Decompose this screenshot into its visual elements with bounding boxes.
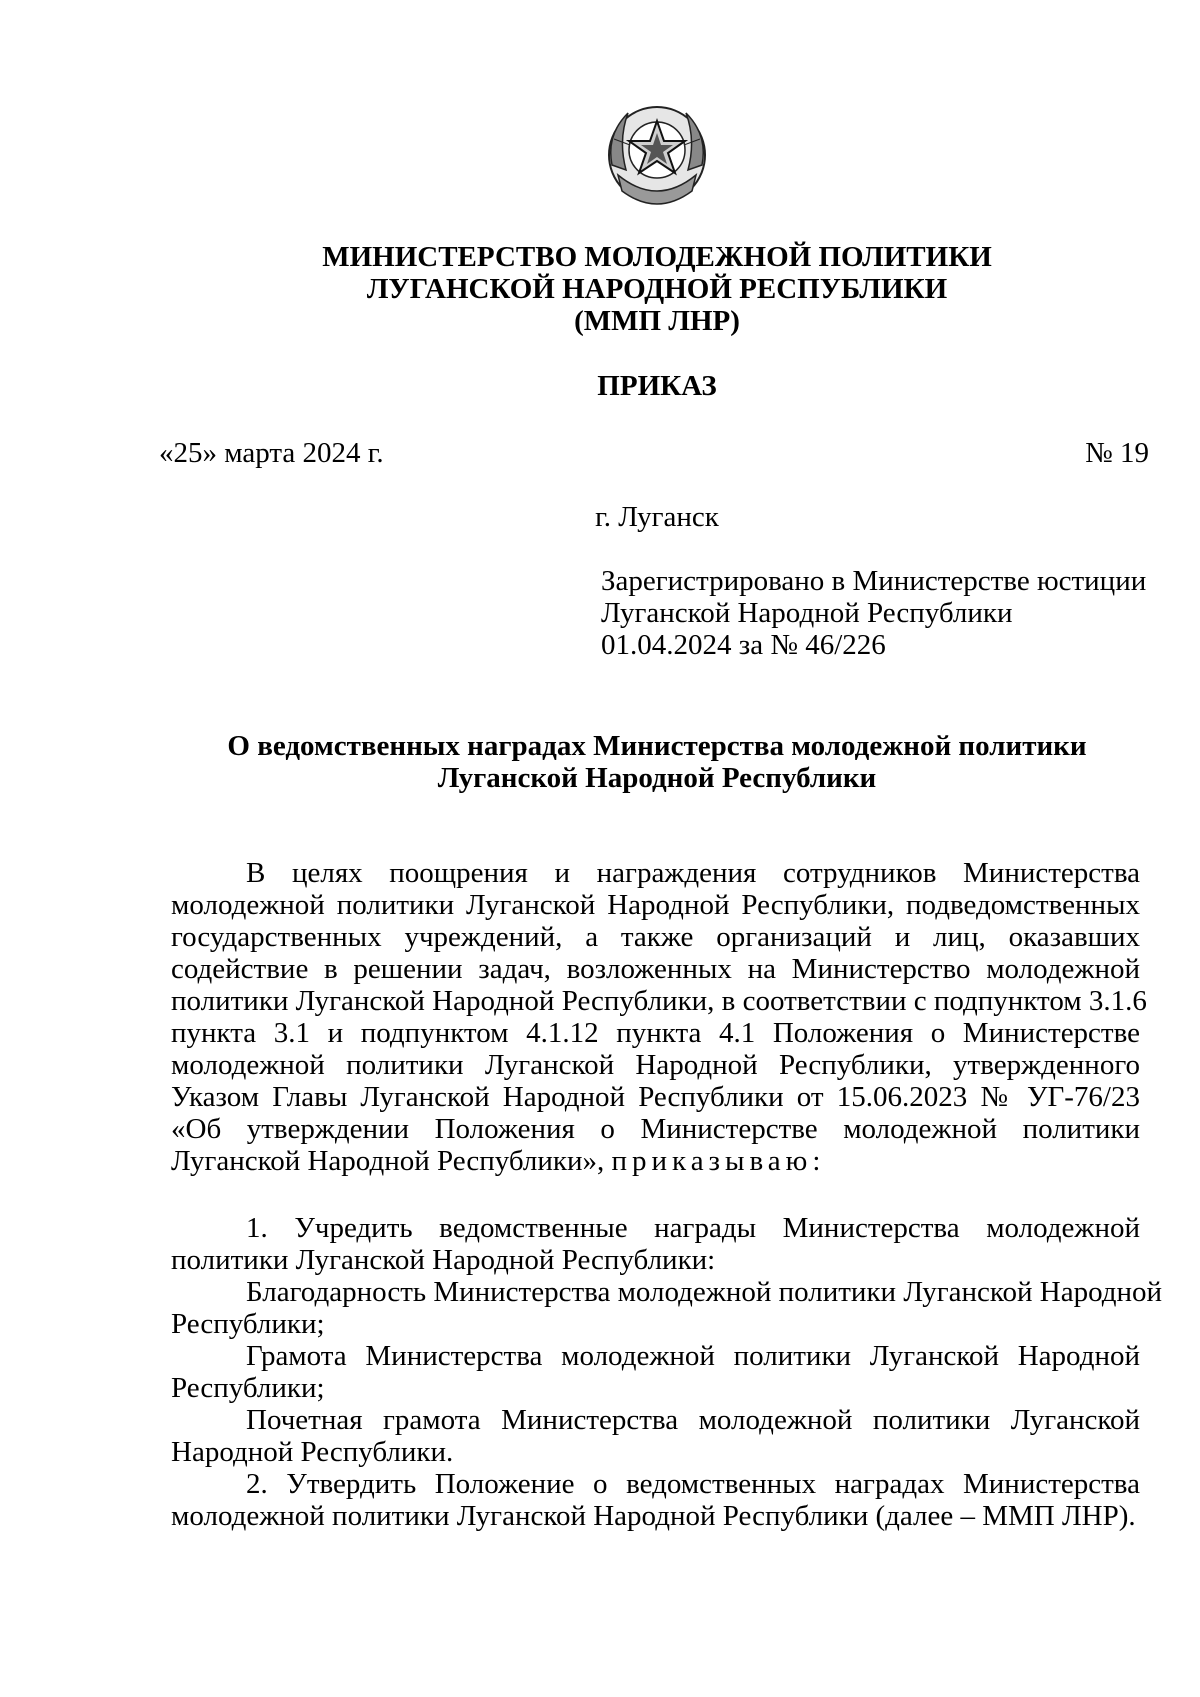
paragraph-line: Указом Главы Луганской Народной Республики от 15.06.2023 № УГ-76/23 [171, 1081, 1140, 1113]
paragraph-line: молодежной политики Луганской Народной Республики (далее – ММП ЛНР). [171, 1500, 1136, 1532]
paragraph-line: 2. Утвердить Положение о ведомственных наградах Министерства [246, 1468, 1140, 1500]
award-line: Республики; [171, 1372, 325, 1404]
paragraph-line: содействие в решении задач, возложенных на Министерство молодежной [171, 953, 1140, 985]
order-date: «25» марта 2024 г. [159, 437, 384, 469]
order-item-1 [171, 1212, 1163, 1468]
award-line: Почетная грамота Министерства молодежной политики Луганской [246, 1404, 1140, 1436]
city: г. Луганск [595, 501, 719, 533]
paragraph-line: политики Луганской Народной Республики, в соответствии с подпунктом 3.1.6 [171, 985, 1147, 1017]
paragraph-line: молодежной политики Луганской Народной Республики, утвержденного [171, 1049, 1140, 1081]
paragraph-line: «Об утверждении Положения о Министерстве молодежной политики [171, 1113, 1140, 1145]
order-item-2 [171, 1468, 1140, 1532]
registration-line: Зарегистрировано в Министерстве юстиции [601, 565, 1147, 597]
paragraph-line: пункта 3.1 и подпунктом 4.1.12 пункта 4.1 Положения о Министерстве [171, 1017, 1140, 1049]
ministry-abbreviation: (ММП ЛНР) [574, 305, 740, 337]
paragraph-line: 1. Учредить ведомственные награды Министерства молодежной [246, 1212, 1140, 1244]
registration-line: 01.04.2024 за № 46/226 [601, 629, 886, 661]
order-number: № 19 [1085, 437, 1149, 469]
registration-line: Луганской Народной Республики [601, 597, 1013, 629]
award-line: Благодарность Министерства молодежной политики Луганской Народной [246, 1276, 1163, 1308]
award-line: Республики; [171, 1308, 325, 1340]
registration-block [601, 565, 1146, 661]
paragraph-line: В целях поощрения и награждения сотрудников Министерства [246, 857, 1140, 889]
paragraph-line: государственных учреждений, а также организаций и лиц, оказавших [171, 921, 1140, 953]
paragraph-line: политики Луганской Народной Республики: [171, 1244, 716, 1276]
document-subject [0, 730, 1200, 794]
paragraph-line: молодежной политики Луганской Народной Республики, подведомственных [171, 889, 1140, 921]
award-line: Грамота Министерства молодежной политики Луганской Народной [246, 1340, 1140, 1372]
preamble-paragraph [171, 857, 1147, 1177]
award-line: Народной Республики. [171, 1436, 454, 1468]
orders-word: приказываю: [611, 1145, 826, 1177]
document-type-title: ПРИКАЗ [597, 370, 717, 402]
paragraph-line [171, 1145, 1140, 1177]
subject-line: О ведомственных наградах Министерства молодежной политики [227, 730, 1087, 762]
preamble-end: Луганской Народной Республики», [171, 1145, 605, 1177]
subject-line: Луганской Народной Республики [437, 762, 877, 794]
ministry-name-line1: МИНИСТЕРСТВО МОЛОДЕЖНОЙ ПОЛИТИКИ [322, 241, 992, 273]
state-emblem-icon [596, 95, 718, 219]
ministry-name-line2: ЛУГАНСКОЙ НАРОДНОЙ РЕСПУБЛИКИ [366, 273, 948, 305]
